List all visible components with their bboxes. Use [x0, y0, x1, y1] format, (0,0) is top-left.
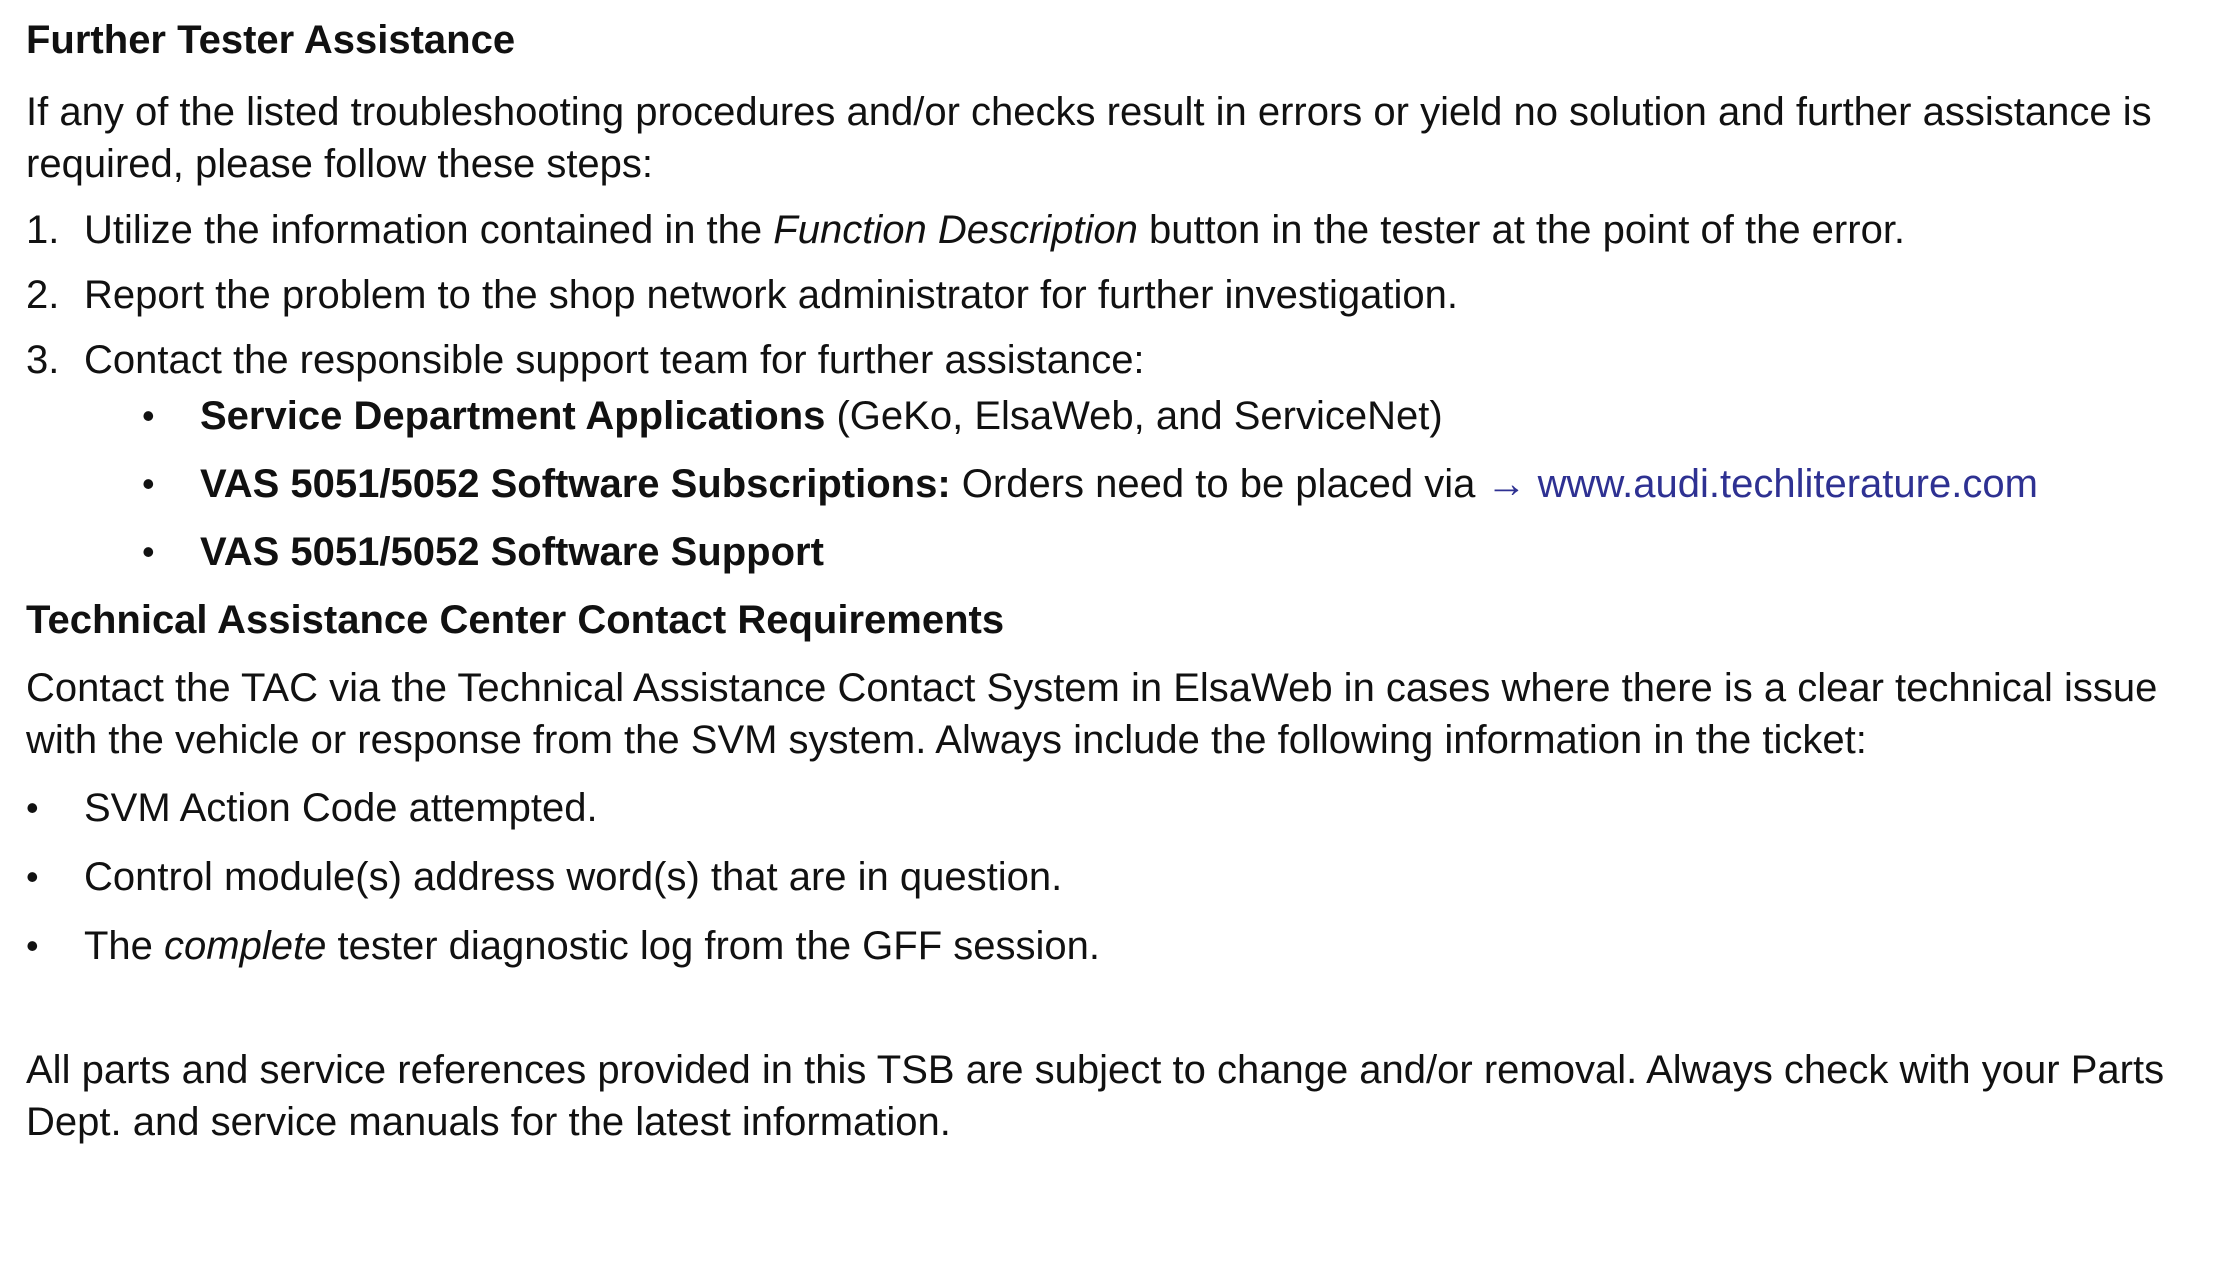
step-number: 1. [26, 208, 60, 252]
step-number: 2. [26, 273, 60, 317]
ticket-info-text-before: The [84, 924, 165, 968]
support-item-title: VAS 5051/5052 Software Support [200, 530, 824, 574]
step-item [26, 334, 2196, 578]
bullet-icon: • [26, 856, 39, 897]
step-item [26, 204, 2196, 256]
bullet-icon: • [26, 925, 39, 966]
document-page [26, 14, 2196, 1148]
bullet-icon: • [142, 531, 155, 572]
techliterature-link-text: www.audi.techliterature.com [1537, 462, 2038, 506]
ticket-info-item [26, 920, 2196, 972]
steps-list [26, 204, 2196, 578]
ticket-info-text: SVM Action Code attempted. [84, 786, 598, 830]
support-item [84, 526, 2196, 578]
step-item [26, 269, 2196, 321]
function-description-term: Function Description [773, 208, 1138, 252]
step-text-after: button in the tester at the point of the error. [1137, 208, 1906, 252]
ticket-info-text-after: tester diagnostic log from the GFF session. [326, 924, 1101, 968]
support-item-detail: Orders need to be placed via [950, 462, 1487, 506]
section-title-tac-requirements: Technical Assistance Center Contact Requirements [26, 598, 1005, 642]
step-text: Report the problem to the shop network administrator for further investigation. [84, 273, 1459, 317]
bullet-icon: • [26, 787, 39, 828]
support-item [84, 390, 2196, 442]
section-title-further-tester-assistance: Further Tester Assistance [26, 18, 516, 62]
complete-term: complete [164, 924, 327, 968]
support-item-title: VAS 5051/5052 Software Subscriptions: [200, 462, 951, 506]
intro-paragraph: If any of the listed troubleshooting procedures and/or checks result in errors or yield no solution and further assistance is required, please follow these steps: [26, 90, 2152, 186]
step-text: Contact the responsible support team for further assistance: [84, 338, 1145, 382]
tac-paragraph: Contact the TAC via the Technical Assistance Contact System in ElsaWeb in cases where there is a clear technical issue with the vehicle or response from the SVM system. Always include the following information in the ticket: [26, 666, 2158, 762]
techliterature-link[interactable] [1487, 462, 2038, 506]
step-text-before: Utilize the information contained in the [84, 208, 774, 252]
arrow-right-icon: → [1486, 462, 1527, 506]
step-number: 3. [26, 338, 60, 382]
ticket-info-item [26, 851, 2196, 903]
ticket-info-item [26, 782, 2196, 834]
support-item-detail: (GeKo, ElsaWeb, and ServiceNet) [825, 394, 1443, 438]
ticket-info-list [26, 782, 2196, 972]
ticket-info-text: Control module(s) address word(s) that are in question. [84, 855, 1063, 899]
bullet-icon: • [142, 463, 155, 504]
support-team-list [84, 390, 2196, 578]
bullet-icon: • [142, 395, 155, 436]
support-item-title: Service Department Applications [200, 394, 826, 438]
footer-disclaimer: All parts and service references provided in this TSB are subject to change and/or removal. Always check with your Parts Dept. and service manuals for the latest information. [26, 1048, 2165, 1144]
support-item [84, 458, 2196, 510]
